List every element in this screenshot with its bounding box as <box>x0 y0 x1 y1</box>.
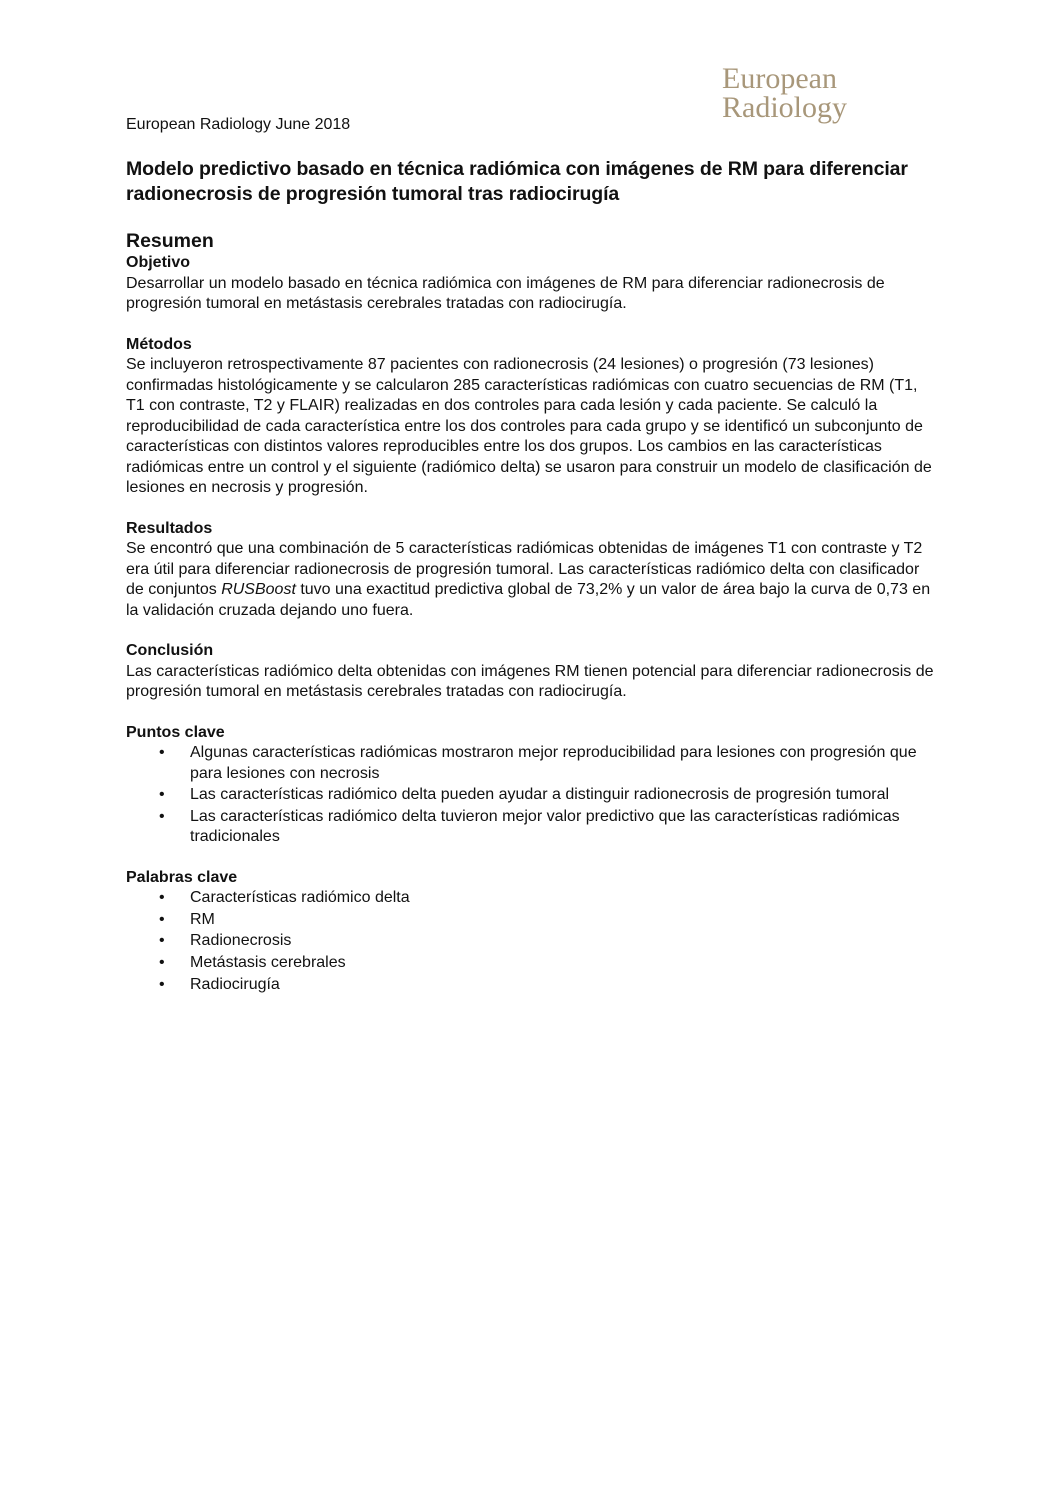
bullet-icon: • <box>159 786 165 803</box>
journal-issue-line: European Radiology June 2018 <box>126 116 351 133</box>
section-heading-metodos: Métodos <box>126 335 192 353</box>
section-metodos <box>126 335 936 499</box>
section-heading-conclusion: Conclusión <box>126 642 214 659</box>
section-text-conclusion: Las características radiómico delta obtenidas con imágenes RM tienen potencial para diferenciar radionecrosis de progresión tumoral en metástasis cerebrales tratadas con radiocirugía. <box>126 662 934 700</box>
keyword-text: Características radiómico delta <box>190 889 410 906</box>
journal-logo <box>722 64 902 122</box>
keyword-text: Radiocirugía <box>190 975 280 993</box>
keyword-text: Radionecrosis <box>190 932 292 950</box>
section-text-metodos: Se incluyeron retrospectivamente 87 pacientes con radionecrosis (24 lesiones) o progresión (73 lesiones) confirmadas histológicamente y se calcularon 285 características radiómicas con cuatro secuencias de RM (T1, T1 con contraste, T2 y FLAIR) realizadas en dos controles para cada lesión y cada paciente. Se calculó la reproducibilidad de cada característica entre los dos controles para cada grupo y se identificó un subconjunto de características con distintos valores reproducibles entre los dos grupos. Los cambios en las características radiómicas entre un control y el siguiente (radiómico delta) se usaron para construir un modelo de clasificación de lesiones en necrosis y progresión. <box>126 356 932 496</box>
classifier-name: RUSBoost <box>221 581 296 598</box>
keyword-item <box>126 910 936 931</box>
keyword-text: RM <box>190 910 215 928</box>
section-objetivo <box>126 253 936 315</box>
section-text-objetivo: Desarrollar un modelo basado en técnica radiómica con imágenes de RM para diferenciar radionecrosis de progresión tumoral en metástasis cerebrales tratadas con radiocirugía. <box>126 274 885 312</box>
key-point-text: Las características radiómico delta pueden ayudar a distinguir radionecrosis de progresión tumoral <box>190 786 890 803</box>
section-resultados <box>126 519 936 622</box>
key-points-list <box>126 743 936 848</box>
bullet-icon: • <box>159 744 165 761</box>
document-body <box>126 157 936 996</box>
resultados-text-part-1: Se encontró que una combinación de 5 características radiómicas obtenidas de imágenes T1 con contraste y T2 era útil para diferenciar radionecrosis de progresión tumoral. Las características radiómico delta con clasificador de conjuntos <box>126 540 923 598</box>
logo-line-2: Radiology <box>722 91 847 124</box>
section-heading-resultados: Resultados <box>126 519 213 537</box>
section-puntos-clave <box>126 723 936 848</box>
key-point-text: Algunas características radiómicas mostraron mejor reproducibilidad para lesiones con progresión que para lesiones con necrosis <box>190 744 917 782</box>
article-title: Modelo predictivo basado en técnica radiómica con imágenes de RM para diferenciar radionecrosis de progresión tumoral tras radiocirugía <box>126 158 908 205</box>
key-point-item <box>126 743 936 784</box>
keyword-item <box>126 931 936 952</box>
bullet-icon: • <box>159 889 165 906</box>
bullet-icon: • <box>159 910 165 928</box>
bullet-icon: • <box>159 954 165 972</box>
section-palabras-clave <box>126 868 936 996</box>
key-point-item <box>126 807 936 848</box>
resultados-text-part-2: tuvo una exactitud predictiva global de 73,2% y un valor de área bajo la curva de 0,73 en la validación cruzada dejando uno fuera. <box>126 581 931 619</box>
key-point-text: Las características radiómico delta tuvieron mejor valor predictivo que las características radiómicas tradicionales <box>190 807 900 845</box>
section-conclusion <box>126 641 936 703</box>
section-heading-palabras-clave: Palabras clave <box>126 868 238 886</box>
key-point-item <box>126 785 936 806</box>
logo-line-1: European <box>722 62 837 95</box>
keywords-list <box>126 888 936 995</box>
section-heading-objetivo: Objetivo <box>126 254 191 271</box>
bullet-icon: • <box>159 975 165 993</box>
bullet-icon: • <box>159 932 165 950</box>
section-text-resultados <box>126 539 936 621</box>
section-heading-puntos-clave: Puntos clave <box>126 723 225 741</box>
keyword-item <box>126 975 936 996</box>
keyword-text: Metástasis cerebrales <box>190 954 346 972</box>
bullet-icon: • <box>159 807 165 825</box>
abstract-heading: Resumen <box>126 230 214 252</box>
keyword-item <box>126 888 936 909</box>
keyword-item <box>126 953 936 974</box>
